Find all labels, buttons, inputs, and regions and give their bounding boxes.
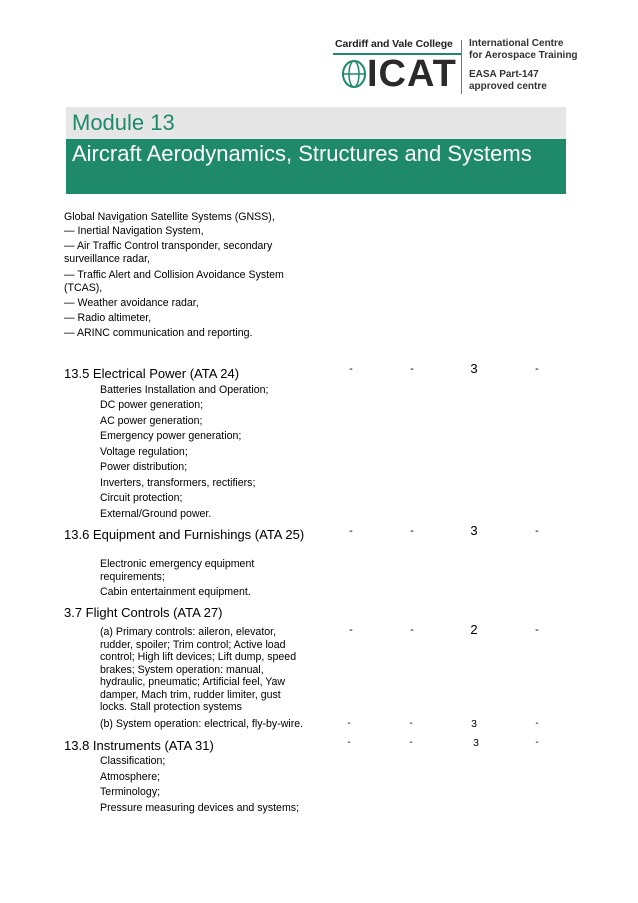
level-cat-b2: - <box>535 737 539 748</box>
section-heading-electrical: 13.5 Electrical Power (ATA 24) <box>64 366 240 381</box>
title-banner <box>66 139 566 194</box>
level-cat-b2: - <box>535 525 539 537</box>
flight-controls-system: (b) System operation: electrical, fly-by-wire. <box>100 718 304 730</box>
level-cat-b2: - <box>535 718 539 729</box>
level-cat-b2: - <box>535 363 539 375</box>
centre-line-1: International Centre <box>469 38 564 49</box>
section-heading-instruments: 13.8 Instruments (ATA 31) <box>64 738 214 753</box>
level-cat-b2: - <box>535 624 539 636</box>
level-cat-a2: - <box>410 525 414 537</box>
intro-item: — Inertial Navigation System, <box>64 225 204 237</box>
intro-item: Global Navigation Satellite Systems (GNSS), <box>64 211 275 223</box>
module-banner <box>66 107 566 139</box>
college-name: Cardiff and Vale College <box>335 38 453 50</box>
level-cat-a2: - <box>409 718 413 729</box>
level-cat-a1: - <box>349 363 353 375</box>
intro-item: — Radio altimeter, <box>64 312 152 324</box>
level-cat-b1: 3 <box>470 361 478 376</box>
list-item: Inverters, transformers, rectifiers; <box>100 477 256 489</box>
list-item: Voltage regulation; <box>100 446 188 458</box>
intro-item: — ARINC communication and reporting. <box>64 327 253 339</box>
module-number: Module 13 <box>72 110 175 135</box>
level-cat-b1: 2 <box>470 622 478 637</box>
approval-text <box>469 69 547 93</box>
level-cat-a1: - <box>349 624 353 636</box>
module-title: Aircraft Aerodynamics, Structures and Systems <box>72 141 532 166</box>
list-item: AC power generation; <box>100 415 203 427</box>
list-item: Circuit protection; <box>100 492 183 504</box>
list-item: Batteries Installation and Operation; <box>100 384 269 396</box>
intro-item: — Weather avoidance radar, <box>64 297 199 309</box>
list-item: Atmosphere; <box>100 771 161 783</box>
list-item: Pressure measuring devices and systems; <box>100 802 300 814</box>
list-item: Electronic emergency equipment requirements; <box>100 558 255 583</box>
icat-logo <box>333 38 623 100</box>
approval-line-2: approved centre <box>469 81 547 92</box>
level-cat-b1: 3 <box>473 737 479 749</box>
centre-name <box>469 38 578 62</box>
level-cat-a1: - <box>347 718 351 729</box>
level-cat-b1: 3 <box>471 718 477 730</box>
level-cat-b1: 3 <box>470 523 478 538</box>
list-item: Emergency power generation; <box>100 430 242 442</box>
level-cat-a2: - <box>410 624 414 636</box>
section-heading-flight-controls: 3.7 Flight Controls (ATA 27) <box>64 605 223 620</box>
intro-item: — Air Traffic Control transponder, secondary surveillance radar, <box>64 240 273 265</box>
level-cat-a1: - <box>349 525 353 537</box>
approval-line-1: EASA Part-147 <box>469 69 539 80</box>
list-item: Classification; <box>100 755 166 767</box>
brand-wordmark: ICAT <box>367 53 457 95</box>
logo-divider <box>461 40 462 94</box>
list-item: Power distribution; <box>100 461 188 473</box>
list-item: Cabin entertainment equipment. <box>100 586 251 598</box>
level-cat-a2: - <box>410 363 414 375</box>
intro-item: — Traffic Alert and Collision Avoidance System (TCAS), <box>64 269 284 294</box>
flight-controls-primary: (a) Primary controls: aileron, elevator, rudder, spoiler; Trim control; Active load control; High lift devices; Lift dump, speed brakes; System operation: manual, hydraulic, pneumatic; Artificial feel, Yaw damper, Mach trim, rudder limiter, gust locks. Stall protection systems <box>100 626 297 713</box>
globe-emblem-icon <box>341 58 367 88</box>
list-item: External/Ground power. <box>100 508 212 520</box>
section-heading-equipment: 13.6 Equipment and Furnishings (ATA 25) <box>64 527 305 542</box>
list-item: DC power generation; <box>100 399 204 411</box>
level-cat-a2: - <box>409 737 413 748</box>
centre-line-2: for Aerospace Training <box>469 50 578 61</box>
level-cat-a1: - <box>347 737 351 748</box>
list-item: Terminology; <box>100 786 161 798</box>
